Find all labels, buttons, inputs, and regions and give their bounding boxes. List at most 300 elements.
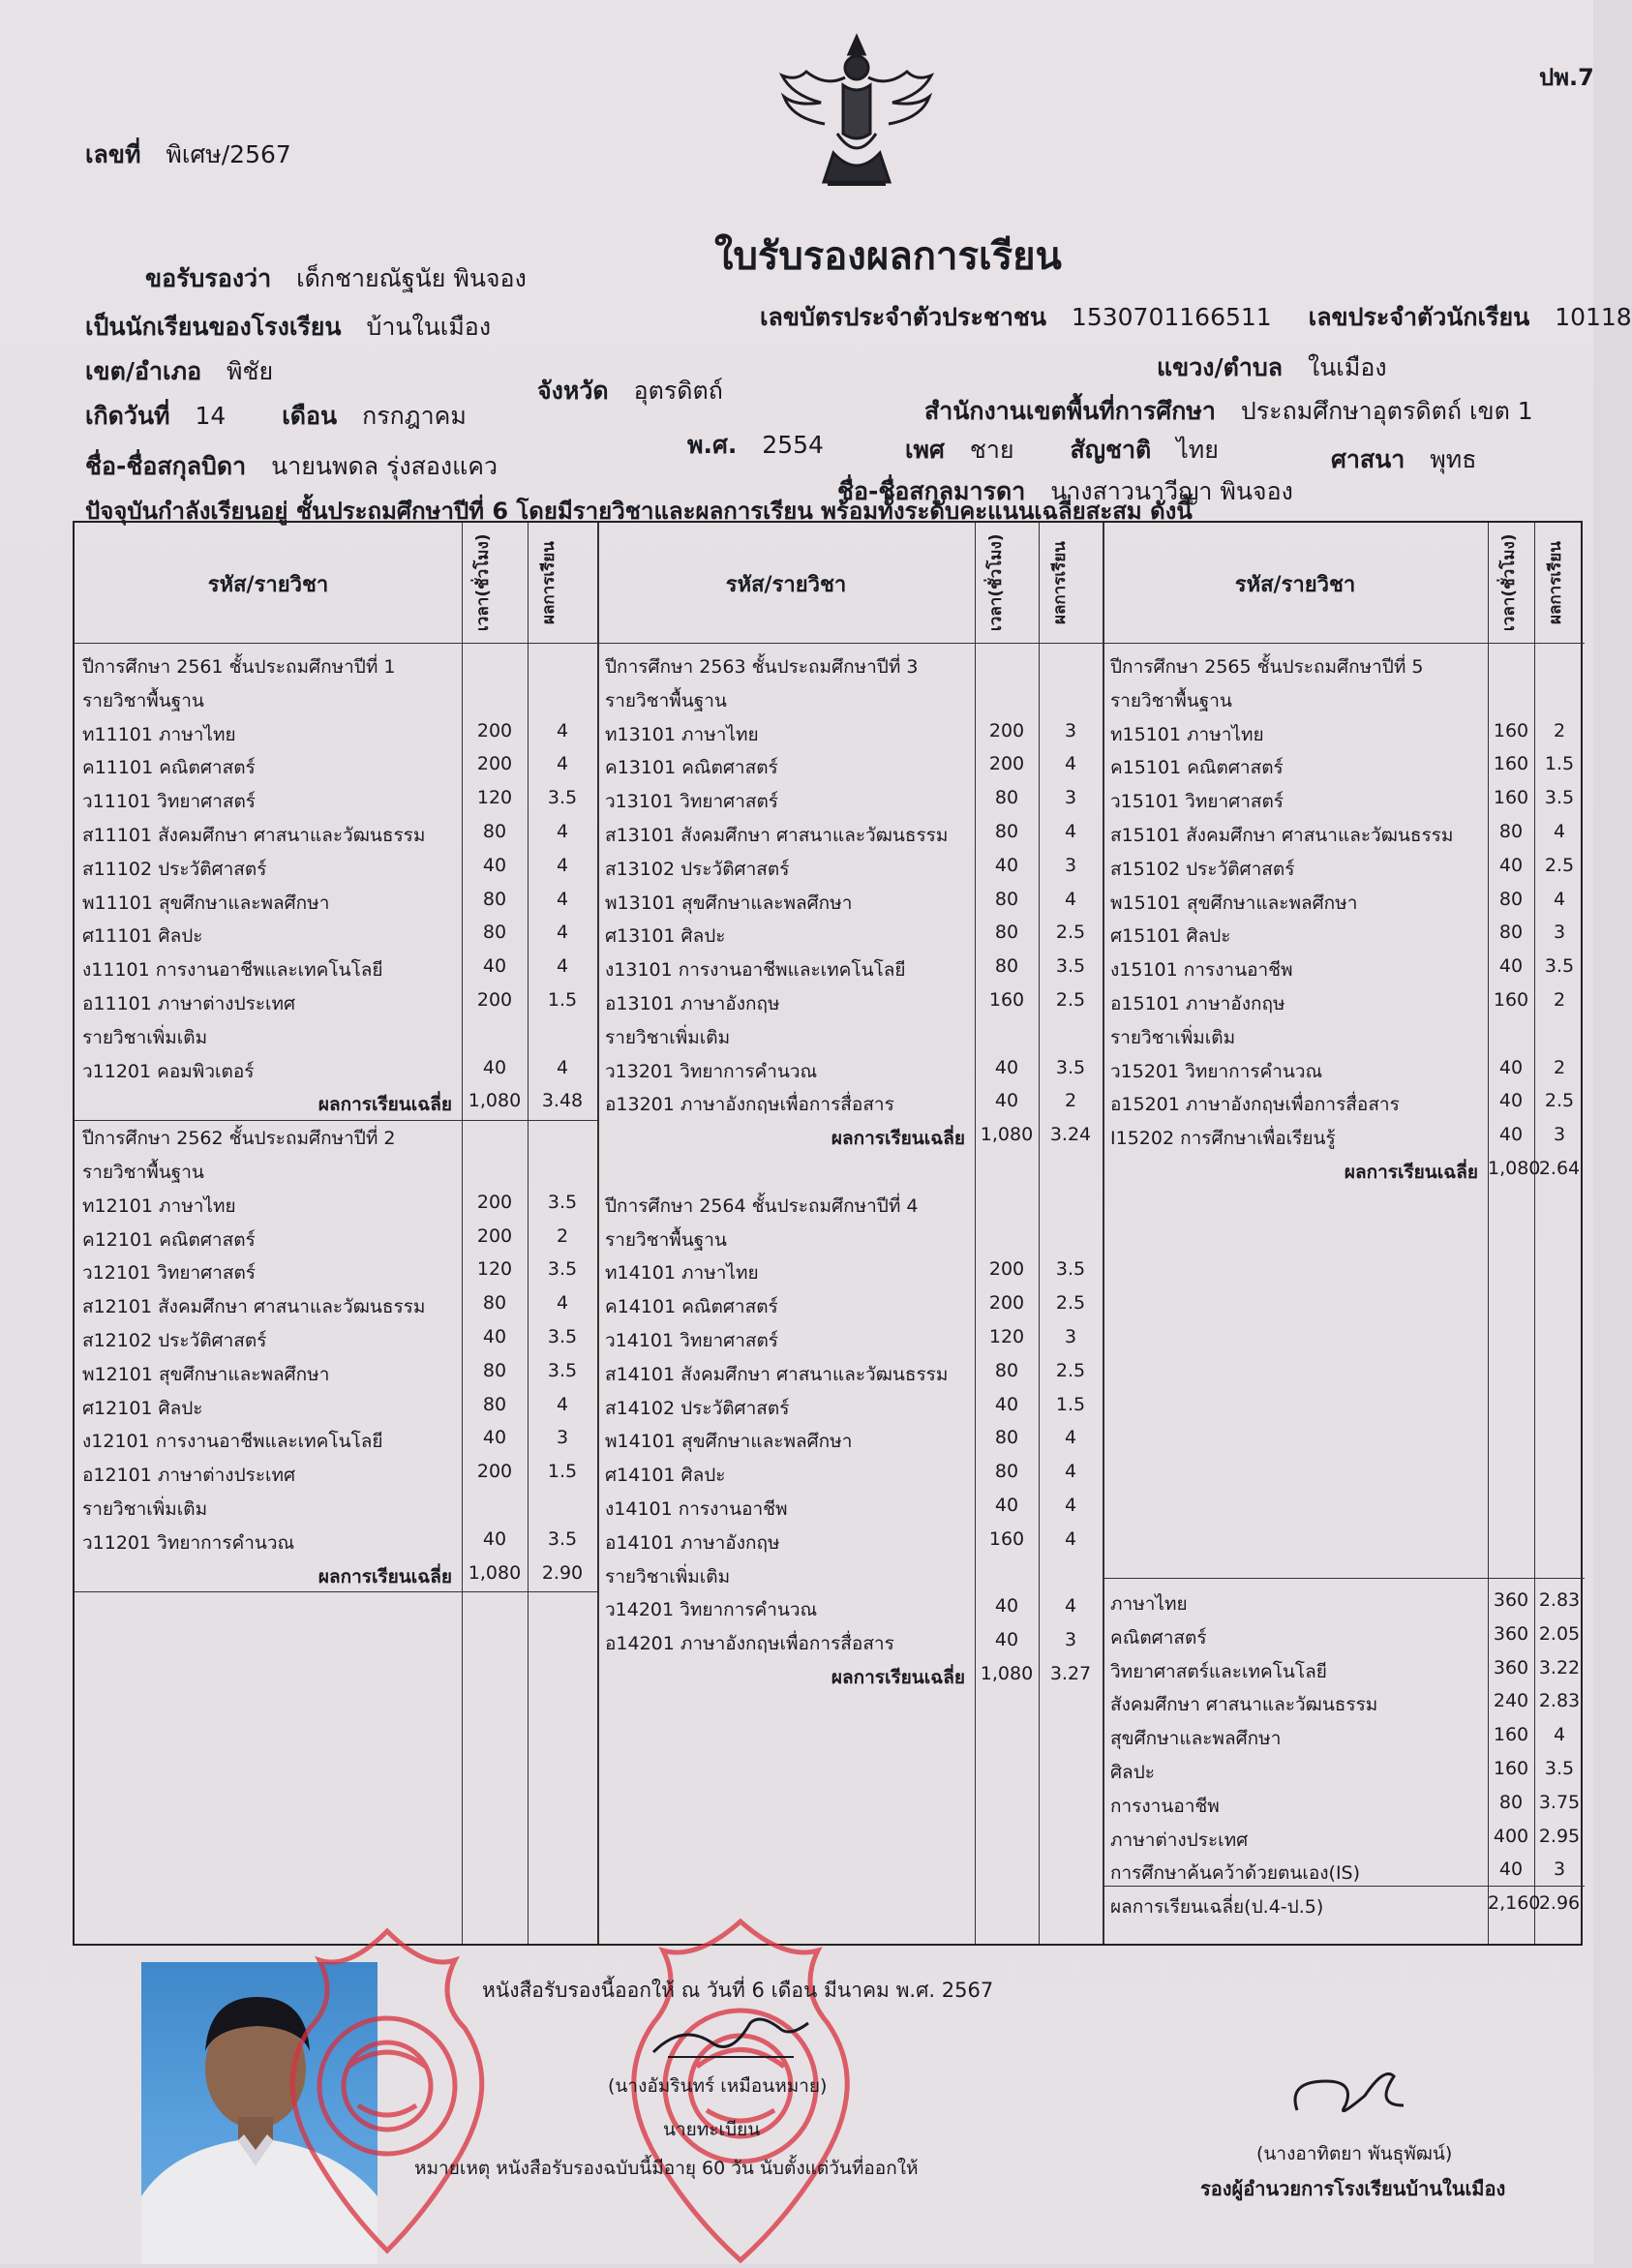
summary-subject: การศึกษาค้นคว้าด้วยตนเอง(IS) [1110, 1862, 1361, 1885]
column-header-grade: ผลการเรียน [1546, 541, 1565, 624]
subject-name: ว11201 วิทยาการคำนวณ [82, 1531, 295, 1554]
grade-value: 4 [1064, 888, 1077, 910]
hours-value: 80 [1498, 821, 1524, 842]
grade-value: 4 [1064, 753, 1077, 775]
subject-row [597, 1086, 1103, 1119]
hours-value: 80 [482, 1292, 507, 1315]
subject-name: ส14102 ประวัติศาสตร์ [605, 1397, 790, 1419]
grade-value: 3.5 [1544, 955, 1575, 978]
hours-value: 80 [994, 1461, 1019, 1483]
summary-hours: 240 [1493, 1690, 1529, 1712]
grade-value: 3 [1064, 787, 1077, 809]
summary-subject: ศิลปะ [1110, 1762, 1155, 1783]
summary-row [1103, 1586, 1585, 1618]
nationality-label: สัญชาติ [1070, 436, 1152, 464]
birth-year: 2554 [762, 431, 824, 459]
summary-row [1103, 1822, 1585, 1855]
hours-value: 40 [482, 955, 507, 978]
subject-name: ง14101 การงานอาชีพ [605, 1498, 788, 1520]
subject-name: I15202 การศึกษาเพื่อเรียนรู้ [1110, 1128, 1336, 1150]
father-line [85, 447, 498, 486]
summary-subject: ภาษาต่างประเทศ [1110, 1829, 1249, 1851]
grade-value: 4 [556, 955, 569, 978]
summary-row [1103, 1619, 1585, 1652]
hours-value: 1,080 [980, 1663, 1034, 1684]
subject-name: ศ14101 ศิลปะ [605, 1465, 726, 1487]
subject-name: ปีการศึกษา 2565 ชั้นประถมศึกษาปีที่ 5 [1110, 656, 1424, 678]
section-row [75, 1491, 597, 1524]
hours-value: 40 [482, 1326, 507, 1347]
subject-name: ท14101 ภาษาไทย [605, 1262, 759, 1285]
grade-value: 2 [1064, 1090, 1077, 1112]
deputy-title: รองผู้อำนวยการโรงเรียนบ้านในเมือง [1200, 2177, 1506, 2200]
subject-row [75, 817, 597, 850]
summary-hours: 160 [1493, 1724, 1529, 1746]
grade-value: 2.90 [541, 1561, 584, 1584]
subject-name: ว14101 วิทยาศาสตร์ [605, 1330, 779, 1351]
subject-row [597, 1288, 1103, 1321]
column-header-subject: รหัส/รายวิชา [207, 573, 329, 597]
grades-table [73, 521, 1583, 1946]
grade-value: 3.5 [547, 1326, 578, 1347]
subject-name: อ12101 ภาษาต่างประเทศ [82, 1465, 296, 1487]
grade-value: 2.5 [1544, 1090, 1575, 1112]
subject-name: ศ11101 ศิลปะ [82, 925, 203, 948]
column-header-hours: เวลา(ชั่วโมง) [1499, 533, 1519, 632]
student-no-label: เลขประจำตัวนักเรียน [1308, 303, 1530, 331]
document-title: ใบรับรองผลการเรียน [714, 234, 1062, 279]
registrar-title: นายทะเบียน [663, 2119, 761, 2140]
table-divider [1103, 1578, 1585, 1579]
subject-name: ส15101 สังคมศึกษา ศาสนาและวัฒนธรรม [1110, 825, 1454, 846]
average-row [597, 1120, 1103, 1153]
subject-row [75, 1222, 597, 1255]
subject-row [597, 918, 1103, 951]
grade-value: 2 [556, 1225, 569, 1247]
subject-name: อ15101 ภาษาอังกฤษ [1110, 993, 1285, 1014]
subject-name: ว11201 คอมพิวเตอร์ [82, 1060, 255, 1082]
average-row [597, 1659, 1103, 1692]
hours-value: 80 [482, 821, 507, 842]
subject-name: ท12101 ภาษาไทย [82, 1194, 236, 1217]
subject-name: อ11101 ภาษาต่างประเทศ [82, 993, 296, 1014]
summary-grade: 3.75 [1538, 1791, 1581, 1813]
average-row [1103, 1154, 1585, 1187]
grade-value: 4 [556, 888, 569, 910]
section-row [75, 1019, 597, 1052]
hours-value: 200 [476, 1461, 513, 1483]
subject-row [597, 1423, 1103, 1456]
grade-value: 3.5 [547, 1527, 578, 1550]
subject-row [75, 1356, 597, 1389]
subject-row [75, 851, 597, 884]
grade-value: 4 [556, 719, 569, 741]
grade-value: 4 [556, 821, 569, 842]
hours-value: 160 [1493, 989, 1529, 1011]
hours-value: 40 [1498, 1090, 1524, 1112]
mother-label: ชื่อ-ชื่อสกุลมารดา [837, 477, 1026, 505]
section-row [597, 1188, 1103, 1221]
grade-value: 3.24 [1049, 1124, 1092, 1146]
subject-row [75, 918, 597, 951]
section-row [1103, 649, 1585, 681]
subject-name: ศ12101 ศิลปะ [82, 1397, 203, 1419]
hours-value: 40 [994, 1495, 1019, 1516]
subject-name: อ15201 ภาษาอังกฤษเพื่อการสื่อสาร [1110, 1094, 1400, 1116]
average-row [75, 1086, 597, 1119]
subject-row [597, 783, 1103, 816]
grade-value: 3.5 [1055, 955, 1086, 978]
subject-row [1103, 716, 1585, 749]
grade-value: 4 [1553, 821, 1566, 842]
section-row [1103, 682, 1585, 715]
subject-name: อ13201 ภาษาอังกฤษเพื่อการสื่อสาร [605, 1094, 894, 1116]
issued-date: หนังสือรับรองนี้ออกให้ ณ วันที่ 6 เดือน มีนาคม พ.ศ. 2567 [482, 1979, 994, 2002]
subject-row [1103, 885, 1585, 918]
citizen-id: 1530701166511 [1071, 303, 1272, 331]
hours-value: 40 [482, 1527, 507, 1550]
table-divider [1103, 1886, 1585, 1887]
school-label: เป็นนักเรียนของโรงเรียน [85, 313, 342, 341]
enrollment-status: ปัจจุบันกำลังเรียนอยู่ ชั้นประถมศึกษาปีที่ 6 โดยมีรายวิชาและผลการเรียน พร้อมทั้งระดับคะแนนเฉลี่ยสะสม ดังนี้ [85, 498, 1193, 525]
hours-value: 160 [988, 1527, 1025, 1550]
subject-name: ค11101 คณิตศาสตร์ [82, 757, 256, 779]
form-code: ปพ.7 [1539, 64, 1594, 91]
section-row [1103, 1019, 1585, 1052]
summary-subject: ผลการเรียนเฉลี่ย(ป.4-ป.5) [1110, 1896, 1324, 1919]
subject-name: พ15101 สุขศึกษาและพลศึกษา [1110, 892, 1358, 914]
column-header-grade: ผลการเรียน [539, 541, 559, 624]
subject-row [75, 1322, 597, 1355]
grade-value: 4 [556, 753, 569, 775]
grade-value: 3 [1553, 922, 1566, 944]
subject-row [597, 716, 1103, 749]
column-header-hours: เวลา(ชั่วโมง) [473, 533, 493, 632]
hours-value: 160 [988, 989, 1025, 1011]
subject-name: ง13101 การงานอาชีพและเทคโนโลยี [605, 959, 906, 982]
hours-value: 80 [994, 922, 1019, 944]
subject-row [597, 952, 1103, 984]
subject-name: รายวิชาพื้นฐาน [82, 689, 204, 711]
subject-row [1103, 1120, 1585, 1153]
student-name: เด็กชายณัฐนัย พินจอง [296, 264, 527, 292]
sex: ชาย [969, 436, 1014, 464]
subject-row [597, 1390, 1103, 1423]
grade-value: 1.5 [547, 989, 578, 1011]
grade-value: 4 [1064, 1527, 1077, 1550]
birth-month: กรกฎาคม [362, 402, 467, 430]
subject-name: ค12101 คณิตศาสตร์ [82, 1228, 256, 1251]
subject-row [75, 885, 597, 918]
column-header-subject: รหัส/รายวิชา [725, 573, 847, 597]
grade-value: 2 [1553, 1056, 1566, 1078]
subject-name: รายวิชาเพิ่มเติม [605, 1565, 731, 1588]
subject-row [1103, 851, 1585, 884]
school-stamp-left-icon [261, 1921, 513, 2264]
birth-day: 14 [195, 402, 227, 430]
subject-name: อ13101 ภาษาอังกฤษ [605, 993, 780, 1014]
hours-value: 80 [1498, 922, 1524, 944]
hours-value: 80 [994, 787, 1019, 809]
doc-number-value: พิเศษ/2567 [166, 140, 291, 168]
subject-row [75, 985, 597, 1018]
hours-value: 40 [482, 1056, 507, 1078]
subject-name: ค14101 คณิตศาสตร์ [605, 1296, 778, 1318]
grade-value: 3 [1064, 719, 1077, 741]
subject-name: รายวิชาเพิ่มเติม [82, 1498, 208, 1520]
summary-hours: 360 [1493, 1589, 1529, 1611]
subject-name: พ12101 สุขศึกษาและพลศึกษา [82, 1363, 330, 1385]
religion-line [1331, 440, 1476, 479]
section-row [75, 649, 597, 681]
grade-value: 4 [1064, 821, 1077, 842]
summary-subject: สุขศึกษาและพลศึกษา [1110, 1728, 1282, 1750]
subject-name: ส14101 สังคมศึกษา ศาสนาและวัฒนธรรม [605, 1363, 949, 1385]
hours-value: 200 [988, 1258, 1025, 1281]
district: พิชัย [227, 357, 274, 385]
section-row [597, 1558, 1103, 1591]
grade-value: 4 [556, 1292, 569, 1315]
subdistrict: ในเมือง [1308, 353, 1387, 381]
average-label: ผลการเรียนเฉลี่ย [317, 1565, 452, 1588]
grade-value: 3.5 [547, 787, 578, 809]
father-name: นายนพดล รุ่งสองแคว [271, 452, 498, 480]
subject-name: ปีการศึกษา 2563 ชั้นประถมศึกษาปีที่ 3 [605, 656, 919, 678]
grade-value: 3.5 [1055, 1056, 1086, 1078]
summary-grade: 2.96 [1538, 1892, 1581, 1915]
registrar-name: (นางอัมรินทร์ เหมือนหมาย) [608, 2075, 828, 2097]
summary-subject: วิทยาศาสตร์และเทคโนโลยี [1110, 1660, 1327, 1682]
birth-year-line [687, 426, 824, 465]
subdistrict-label: แขวง/ตำบล [1157, 353, 1284, 381]
subject-row [1103, 985, 1585, 1018]
subject-name: ส12101 สังคมศึกษา ศาสนาและวัฒนธรรม [82, 1296, 426, 1318]
subject-row [75, 716, 597, 749]
subject-name: รายวิชาพื้นฐาน [605, 1228, 727, 1251]
summary-average-row [1103, 1889, 1585, 1921]
school-name: บ้านในเมือง [366, 313, 492, 341]
subject-row [597, 985, 1103, 1018]
section-row [75, 1120, 597, 1153]
hours-value: 80 [994, 955, 1019, 978]
subject-name: ง15101 การงานอาชีพ [1110, 959, 1293, 982]
subject-name: ส12102 ประวัติศาสตร์ [82, 1330, 267, 1351]
summary-hours: 400 [1493, 1825, 1529, 1847]
subdistrict-line [1157, 348, 1387, 387]
subject-row [597, 1525, 1103, 1557]
subject-name: ส13101 สังคมศึกษา ศาสนาและวัฒนธรรม [605, 825, 949, 846]
hours-value: 40 [482, 1427, 507, 1449]
hours-value: 200 [988, 753, 1025, 775]
nationality: ไทย [1176, 436, 1219, 464]
subject-name: พ13101 สุขศึกษาและพลศึกษา [605, 892, 853, 914]
hours-value: 40 [994, 1393, 1019, 1415]
subject-name: อ14101 ภาษาอังกฤษ [605, 1531, 780, 1554]
hours-value: 120 [476, 1258, 513, 1281]
subject-row [1103, 952, 1585, 984]
average-label: ผลการเรียนเฉลี่ย [831, 1667, 965, 1688]
doc-number-label: เลขที่ [85, 140, 141, 168]
subject-row [597, 1255, 1103, 1287]
summary-subject: คณิตศาสตร์ [1110, 1626, 1207, 1648]
hours-value: 1,080 [468, 1561, 522, 1584]
grade-value: 3.48 [541, 1090, 584, 1112]
mother-name: นางสาวนาวีญา พินจอง [1050, 477, 1293, 505]
subject-row [1103, 1086, 1585, 1119]
subject-name: ว13201 วิทยาการคำนวณ [605, 1060, 818, 1082]
subject-name: ปีการศึกษา 2564 ชั้นประถมศึกษาปีที่ 4 [605, 1194, 919, 1217]
grade-value: 3 [1064, 1326, 1077, 1347]
summary-hours: 360 [1493, 1622, 1529, 1645]
summary-row [1103, 1720, 1585, 1753]
grade-value: 2.5 [1055, 922, 1086, 944]
hours-value: 40 [994, 1629, 1019, 1651]
area-label: สำนักงานเขตพื้นที่การศึกษา [924, 397, 1216, 425]
summary-grade: 2.83 [1538, 1690, 1581, 1712]
hours-value: 40 [1498, 1124, 1524, 1146]
grade-value: 4 [1553, 888, 1566, 910]
hours-value: 200 [476, 753, 513, 775]
hours-value: 200 [988, 719, 1025, 741]
grade-value: 4 [556, 1393, 569, 1415]
section-row [75, 1154, 597, 1187]
subject-row [597, 1053, 1103, 1086]
subject-row [75, 1288, 597, 1321]
grade-value: 1.5 [1055, 1393, 1086, 1415]
sex-label: เพศ [905, 436, 945, 464]
birth-day-label: เกิดวันที่ [85, 402, 170, 430]
id-line [760, 298, 1632, 337]
subject-row [75, 1390, 597, 1423]
column-header-hours: เวลา(ชั่วโมง) [986, 533, 1006, 632]
citizen-id-label: เลขบัตรประจำตัวประชาชน [760, 303, 1046, 331]
grade-value: 3.5 [1055, 1258, 1086, 1281]
hours-value: 80 [994, 1427, 1019, 1449]
table-divider [75, 643, 1585, 644]
subject-name: ว11101 วิทยาศาสตร์ [82, 791, 257, 813]
grade-value: 2 [1553, 989, 1566, 1011]
subject-name: ส13102 ประวัติศาสตร์ [605, 858, 790, 880]
summary-subject: สังคมศึกษา ศาสนาและวัฒนธรรม [1110, 1694, 1378, 1716]
subject-row [597, 885, 1103, 918]
summary-grade: 2.95 [1538, 1825, 1581, 1847]
grade-value: 4 [1064, 1427, 1077, 1449]
hours-value: 80 [994, 1359, 1019, 1381]
certify-line [145, 259, 527, 298]
hours-value: 160 [1493, 719, 1529, 741]
subject-row [1103, 817, 1585, 850]
deputy-name: (นางอาทิตยา พันธุพัฒน์) [1256, 2143, 1453, 2164]
district-label: เขต/อำเภอ [85, 357, 202, 385]
hours-value: 160 [1493, 753, 1529, 775]
subject-name: ส15102 ประวัติศาสตร์ [1110, 858, 1295, 880]
hours-value: 80 [482, 888, 507, 910]
subject-name: พ11101 สุขศึกษาและพลศึกษา [82, 892, 330, 914]
subject-name: ส11101 สังคมศึกษา ศาสนาและวัฒนธรรม [82, 825, 426, 846]
garuda-emblem-icon [770, 17, 944, 211]
subject-name: รายวิชาพื้นฐาน [1110, 689, 1232, 711]
summary-subject: ภาษาไทย [1110, 1593, 1188, 1615]
subject-name: ท13101 ภาษาไทย [605, 723, 759, 745]
religion-label: ศาสนา [1331, 445, 1405, 473]
subject-name: ง12101 การงานอาชีพและเทคโนโลยี [82, 1431, 383, 1453]
grade-value: 1.5 [1544, 753, 1575, 775]
hours-value: 80 [994, 888, 1019, 910]
religion: พุทธ [1430, 445, 1477, 473]
hours-value: 80 [482, 1393, 507, 1415]
hours-value: 200 [476, 989, 513, 1011]
grade-value: 3 [556, 1427, 569, 1449]
hours-value: 200 [476, 1225, 513, 1247]
summary-grade: 3 [1553, 1859, 1566, 1881]
hours-value: 200 [476, 1191, 513, 1213]
certify-label: ขอรับรองว่า [145, 264, 272, 292]
grade-value: 3.5 [547, 1258, 578, 1281]
subject-row [597, 749, 1103, 782]
grade-value: 3 [1064, 854, 1077, 876]
summary-hours: 2,160 [1488, 1892, 1541, 1915]
grade-value: 4 [556, 922, 569, 944]
average-label: ผลการเรียนเฉลี่ย [317, 1094, 452, 1116]
hours-value: 40 [994, 1056, 1019, 1078]
hours-value: 80 [482, 1359, 507, 1381]
hours-value: 40 [1498, 955, 1524, 978]
doc-number [85, 136, 291, 174]
subject-row [75, 749, 597, 782]
hours-value: 40 [994, 1090, 1019, 1112]
province: อุตรดิตถ์ [633, 377, 723, 405]
subject-name: ปีการศึกษา 2561 ชั้นประถมศึกษาปีที่ 1 [82, 656, 396, 678]
subject-row [75, 1255, 597, 1287]
summary-row [1103, 1788, 1585, 1821]
subject-name: พ14101 สุขศึกษาและพลศึกษา [605, 1431, 853, 1453]
subject-row [75, 1525, 597, 1557]
subject-row [1103, 749, 1585, 782]
subject-row [597, 1457, 1103, 1490]
hours-value: 200 [476, 719, 513, 741]
subject-row [1103, 1053, 1585, 1086]
subject-name: ค13101 คณิตศาสตร์ [605, 757, 778, 779]
validity-note: หมายเหตุ หนังสือรับรองฉบับนี้มีอายุ 60 วัน นับตั้งแต่วันที่ออกให้ [414, 2158, 919, 2179]
summary-subject: การงานอาชีพ [1110, 1795, 1220, 1817]
subject-name: อ14201 ภาษาอังกฤษเพื่อการสื่อสาร [605, 1633, 894, 1655]
father-label: ชื่อ-ชื่อสกุลบิดา [85, 452, 247, 480]
summary-hours: 360 [1493, 1656, 1529, 1678]
subject-row [597, 1491, 1103, 1524]
grade-value: 2.5 [1055, 989, 1086, 1011]
hours-value: 40 [994, 854, 1019, 876]
table-divider [75, 1591, 597, 1592]
blank-row [597, 1154, 1103, 1187]
student-no: 10118 [1555, 303, 1632, 331]
grade-value: 3 [1553, 1124, 1566, 1146]
subject-name: ท11101 ภาษาไทย [82, 723, 236, 745]
grade-value: 2.5 [1544, 854, 1575, 876]
grade-value: 2 [1553, 719, 1566, 741]
subject-name: ศ15101 ศิลปะ [1110, 925, 1231, 948]
grade-value: 3.5 [547, 1359, 578, 1381]
province-label: จังหวัด [537, 377, 609, 405]
hours-value: 120 [988, 1326, 1025, 1347]
subject-row [597, 1625, 1103, 1658]
summary-hours: 80 [1498, 1791, 1524, 1813]
subject-name: ว12101 วิทยาศาสตร์ [82, 1262, 257, 1285]
hours-value: 160 [1493, 787, 1529, 809]
hours-value: 80 [482, 922, 507, 944]
grade-value: 2.64 [1538, 1158, 1581, 1179]
section-row [75, 682, 597, 715]
average-row [75, 1558, 597, 1591]
